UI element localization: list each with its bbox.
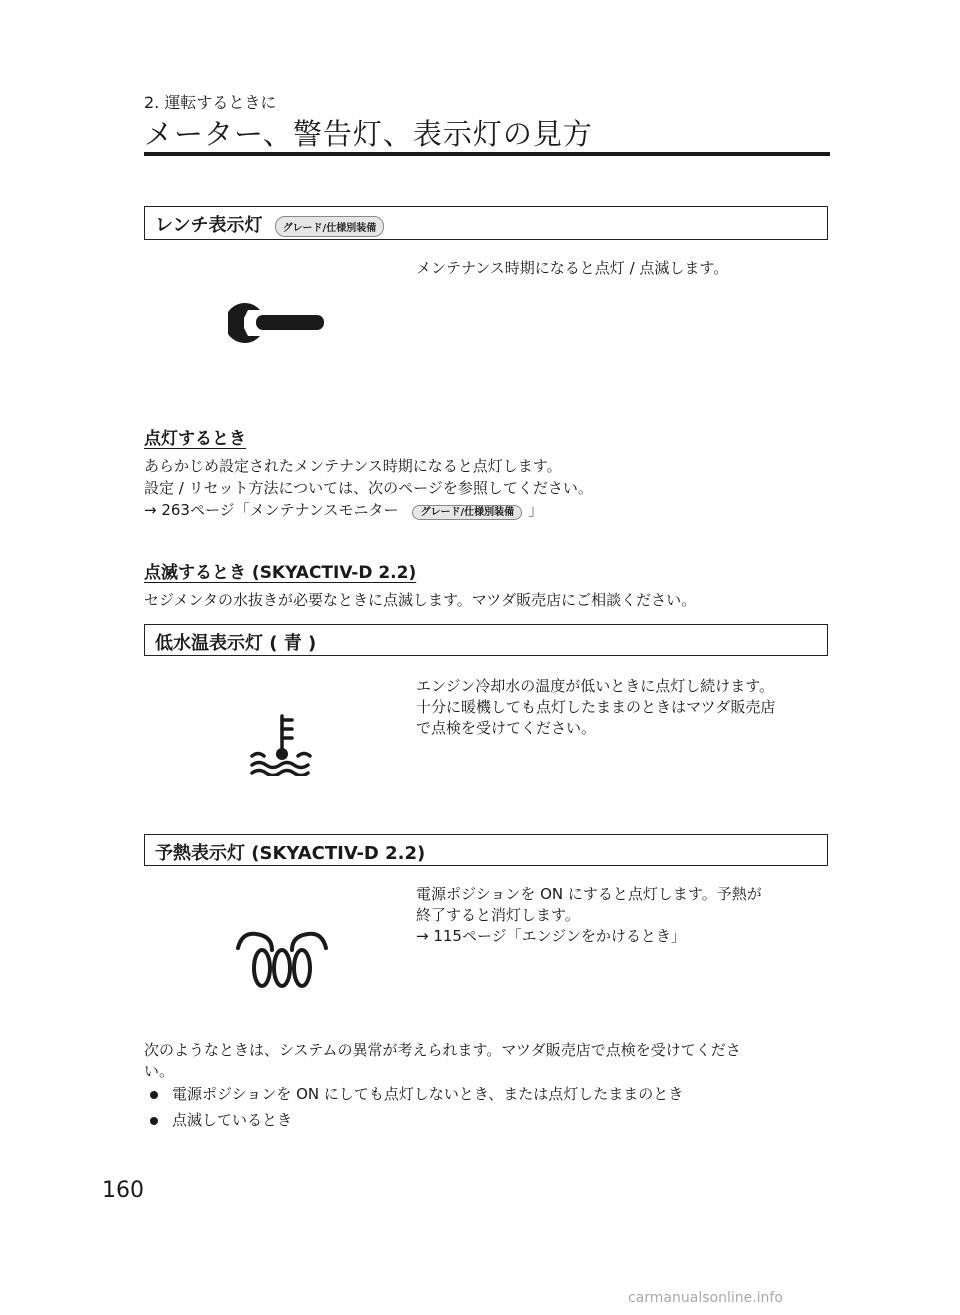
coolant-description-line-3: で点検を受けてください。 xyxy=(416,719,597,737)
wrench-description: メンテナンス時期になると点灯 / 点滅します。 xyxy=(416,259,729,277)
glow-description-line-1: 電源ポジションを ON にすると点灯します。予熱が xyxy=(416,885,762,903)
coolant-description-line-2: 十分に暖機しても点灯したままのときはマツダ販売店 xyxy=(416,698,776,716)
chapter-label: 2. 運転するときに xyxy=(144,93,277,112)
lit-reference-close: 」 xyxy=(528,501,544,519)
lit-line-2: 設定 / リセット方法については、次のページを参照してください。 xyxy=(144,479,593,497)
grade-badge: グレード/仕様別装備 xyxy=(275,216,385,237)
wrench-section-title: レンチ表示灯 xyxy=(155,215,263,236)
list-item-text: 点滅しているとき xyxy=(172,1111,293,1129)
title-rule xyxy=(144,152,830,156)
glow-plug-icon xyxy=(232,926,332,996)
abnormal-text-line-1: 次のようなときは、システムの異常が考えられます。マツダ販売店で点検を受けてくださ xyxy=(144,1041,741,1059)
abnormal-text-line-2: い。 xyxy=(144,1062,175,1080)
glow-description-line-2: 終了すると消灯します。 xyxy=(416,906,580,924)
wrench-icon xyxy=(228,300,328,356)
list-item xyxy=(150,1083,683,1104)
bullet-icon xyxy=(150,1091,158,1099)
glow-reference: → 115ページ「エンジンをかけるとき」 xyxy=(416,927,686,945)
bullet-icon xyxy=(150,1117,158,1125)
glow-section-header xyxy=(144,834,828,866)
wrench-section-header xyxy=(144,206,828,240)
coolant-section-title: 低水温表示灯 ( 青 ) xyxy=(155,633,317,654)
coolant-temperature-icon xyxy=(246,712,316,776)
watermark: carmanualsonline.info xyxy=(628,1290,783,1306)
glow-section-title: 予熱表示灯 (SKYACTIV-D 2.2) xyxy=(155,843,426,864)
blink-heading: 点滅するとき (SKYACTIV-D 2.2) xyxy=(144,563,417,583)
coolant-description-line-1: エンジン冷却水の温度が低いときに点灯し続けます。 xyxy=(416,677,775,695)
blink-text: セジメンタの水抜きが必要なときに点滅します。マツダ販売店にご相談ください。 xyxy=(144,591,697,609)
list-item-text: 電源ポジションを ON にしても点灯しないとき、または点灯したままのとき xyxy=(172,1085,684,1103)
list-item xyxy=(150,1109,292,1130)
lit-reference xyxy=(144,500,830,523)
page-title: メーター、警告灯、表示灯の見方 xyxy=(144,117,593,151)
lit-line-1: あらかじめ設定されたメンテナンス時期になると点灯します。 xyxy=(144,457,562,475)
lit-heading: 点灯するとき xyxy=(144,429,246,449)
coolant-section-header xyxy=(144,624,828,656)
grade-badge: グレード/仕様別装備 xyxy=(412,505,522,520)
lit-reference-text: → 263ページ「メンテナンスモニター xyxy=(144,501,399,519)
page-number: 160 xyxy=(102,1178,144,1203)
